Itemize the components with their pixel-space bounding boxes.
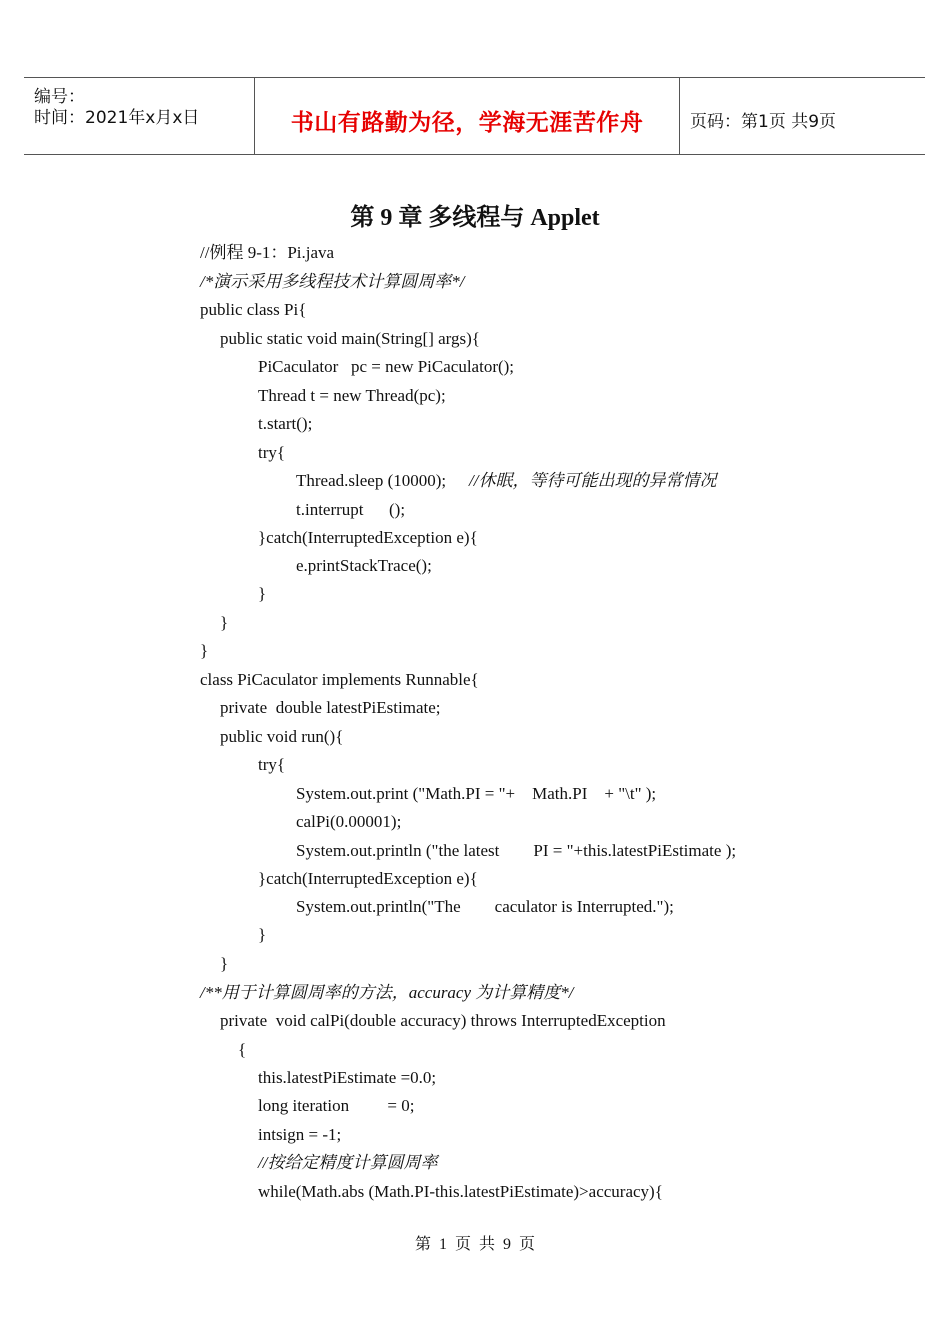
code-comment: /**用于计算圆周率的方法，accuracy 为计算精度*/ (200, 983, 574, 1002)
page-footer: 第 1 页 共 9 页 (414, 1236, 535, 1253)
chapter-title: 第 9 章 多线程与 Applet (350, 205, 600, 231)
code-line: { (238, 1040, 247, 1059)
code-line: private double latestPiEstimate; (220, 698, 441, 717)
motto: 书山有路勤为径，学海无涯苦作舟 (290, 110, 644, 136)
code-line: e.printStackTrace(); (296, 556, 432, 575)
code-line: long iteration = 0; (258, 1096, 415, 1115)
code-line: } (258, 584, 267, 603)
code-line: }catch(InterruptedException e){ (258, 869, 478, 888)
code-comment: //按给定精度计算圆周率 (258, 1153, 438, 1172)
code-line: }catch(InterruptedException e){ (258, 528, 478, 547)
code-line: this.latestPiEstimate =0.0; (258, 1068, 437, 1087)
code-comment: //休眠，等待可能出现的异常情况 (469, 471, 717, 490)
code-line: } (220, 954, 229, 973)
code-line: try{ (258, 755, 286, 774)
code-line: try{ (258, 443, 286, 462)
code-line: public void run(){ (220, 727, 344, 746)
code-line: intsign = -1; (258, 1125, 342, 1144)
code-line: PiCaculator pc = new PiCaculator(); (258, 357, 515, 376)
code-line: class PiCaculator implements Runnable{ (200, 670, 479, 689)
header-right-cell (680, 78, 925, 154)
code-line: System.out.println ("the latest PI = "+this.latestPiEstimate ); (296, 841, 737, 860)
code-line: Thread.sleep (10000); (296, 471, 447, 490)
time-label: 时间：2021年x月x日 (34, 108, 200, 128)
code-line: } (258, 925, 267, 944)
code-line: } (200, 641, 209, 660)
code-line: } (220, 613, 229, 632)
code-line: t.interrupt (); (296, 500, 406, 519)
code-line: t.start(); (258, 414, 313, 433)
code-line: //例程 9-1：Pi.java (200, 243, 335, 262)
header-left-cell (24, 78, 254, 154)
code-line: System.out.print ("Math.PI = "+ Math.PI + "\t" ); (296, 784, 657, 803)
code-line: Thread t = new Thread(pc); (258, 386, 446, 405)
code-comment: /*演示采用多线程技术计算圆周率*/ (200, 272, 465, 291)
code-line: public static void main(String[] args){ (220, 329, 480, 348)
code-line: private void calPi(double accuracy) throws InterruptedException (220, 1011, 666, 1030)
serial-label: 编号： (34, 87, 85, 107)
header-middle-cell (254, 78, 680, 154)
code-line: public class Pi{ (200, 300, 307, 319)
code-line: System.out.println("The caculator is Interrupted."); (296, 897, 674, 916)
header-table (24, 77, 925, 155)
code-line: calPi(0.00001); (296, 812, 402, 831)
code-line: while(Math.abs (Math.PI-this.latestPiEstimate)>accuracy){ (258, 1182, 663, 1201)
page-info: 页码：第1页 共9页 (690, 112, 837, 132)
